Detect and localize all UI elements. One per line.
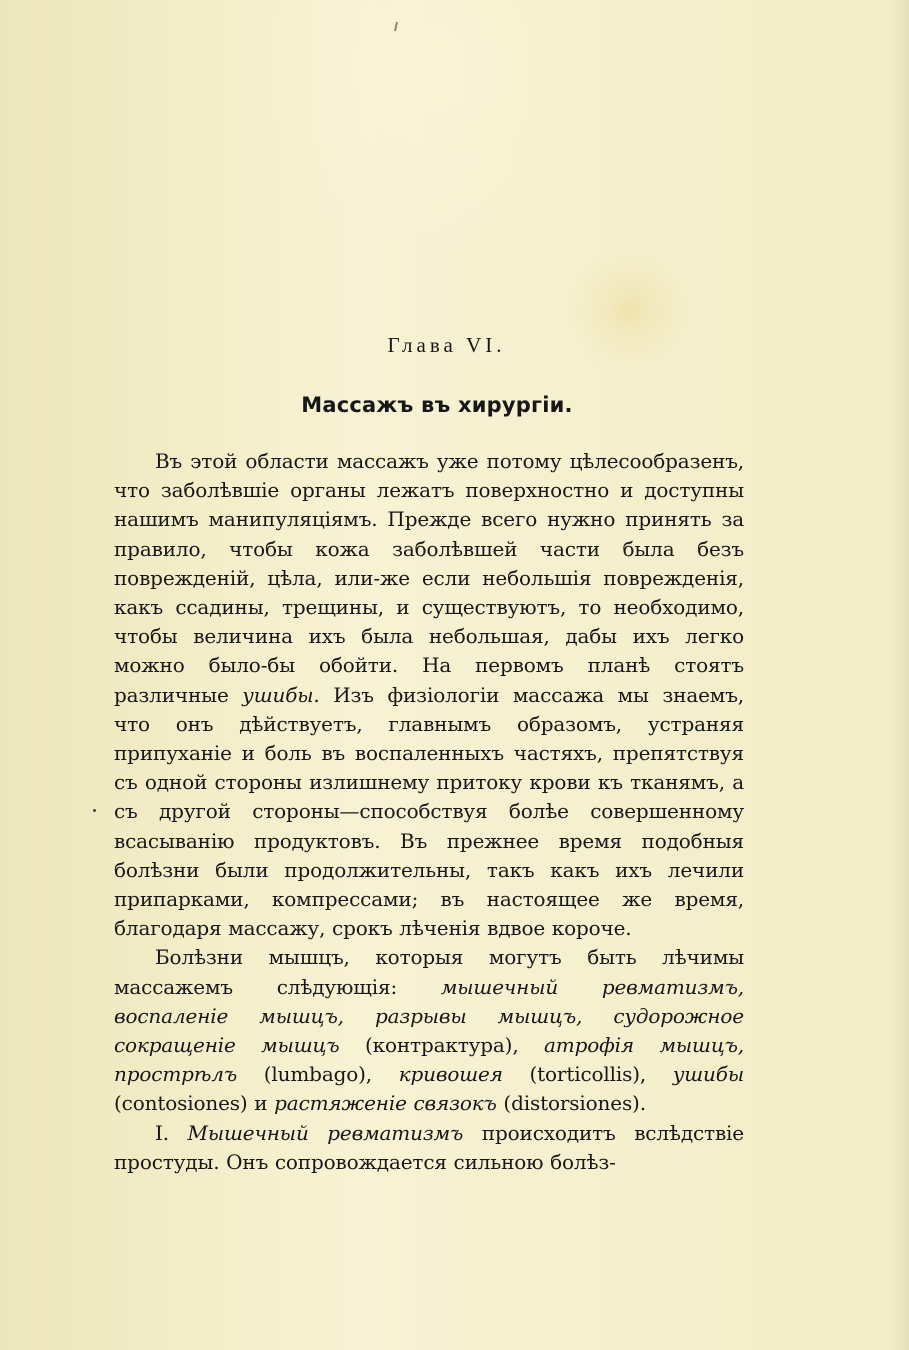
paragraph-2-text-2: (контрактура),: [339, 1033, 545, 1058]
paragraph-2-text-6: (distorsiones).: [496, 1091, 646, 1116]
paragraph-3-italic-rheumatism: Мышечный ревматизмъ: [187, 1120, 464, 1145]
paragraph-3-text-1: I.: [155, 1120, 188, 1145]
paragraph-2-italic-sprains: растяженіе связокъ: [274, 1091, 497, 1116]
paragraph-2-italic-bruises: ушибы: [672, 1062, 744, 1087]
paragraph-2-text-3: (lumbago),: [237, 1062, 399, 1087]
paragraph-2-text-4: (torticollis),: [502, 1062, 673, 1087]
chapter-heading: Глава VI.: [387, 333, 506, 357]
page-content: [114, 331, 744, 1177]
paragraph-3: [114, 1119, 744, 1177]
paragraph-2-text-1: Болѣзни мышцъ, которыя могутъ быть лѣчимы массажемъ слѣдующія:: [114, 945, 744, 999]
paragraph-1-text-2: Изъ физіологіи массажа мы знаемъ, что онъ дѣйствуетъ, главнымъ образомъ, устраняя припуханіе и боль въ воспаленныхъ частяхъ, препятствуя съ одной стороны излишнему притоку крови къ тканямъ, а съ другой стороны—способствуя болѣе совершенному всасыванію продуктовъ. Въ прежнее время подобныя болѣзни были продолжительны, такъ какъ ихъ лечили припарками, компрессами; въ настоящее же время, благодаря массажу, срокъ лѣченія вдвое короче.: [114, 682, 744, 941]
ink-dot: [93, 809, 96, 812]
paragraph-2-italic-torticollis: кривошея: [398, 1062, 503, 1087]
paragraph-2-text-5: (contosiones) и: [114, 1091, 275, 1116]
paragraph-3-text-2: происходитъ вслѣдствіе простуды. Онъ сопровождается сильною болѣз-: [114, 1120, 744, 1174]
paragraph-1-italic-bruises: ушибы.: [242, 682, 320, 707]
paragraph-1: [114, 447, 744, 943]
paragraph-1-text-1: Въ этой области массажъ уже потому цѣлесообразенъ, что заболѣвшіе органы лежатъ поверхностно и доступны нашимъ манипуляціямъ. Прежде всего нужно принять за правило, чтобы кожа заболѣвшей части была безъ поврежденій, цѣла, или-же если небольшія поврежденія, какъ ссадины, трещины, и существуютъ, то необходимо, чтобы величина ихъ была небольшая, дабы ихъ легко можно было-бы обойти. На первомъ планѣ стоятъ различные: [114, 449, 744, 707]
print-mark: [394, 22, 398, 31]
paragraph-2-italic-conditions-2: атрофія мышцъ, прострѣлъ: [114, 1033, 745, 1087]
paragraph-2-italic-conditions-1: мышечный ревматизмъ, воспаленіе мышцъ, разрывы мышцъ, судорожное сокращеніе мышцъ: [114, 974, 744, 1058]
section-title: Массажъ въ хирургіи.: [301, 393, 573, 417]
paragraph-2: [114, 943, 744, 1118]
